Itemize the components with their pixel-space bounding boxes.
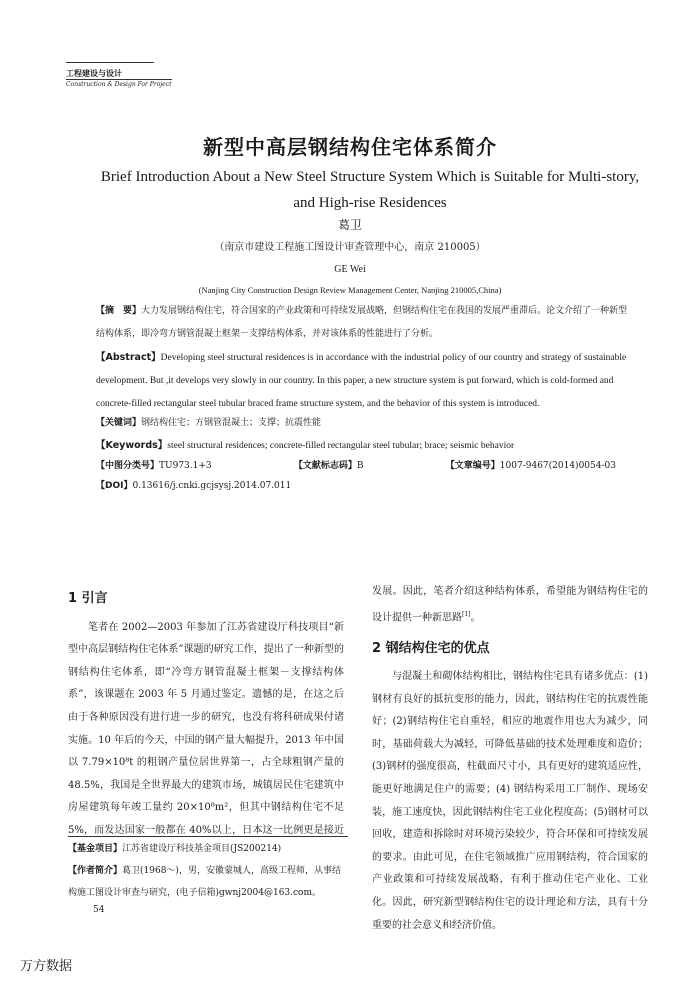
clc-label: 【中图分类号】 xyxy=(96,461,160,471)
keywords-en xyxy=(96,434,636,458)
fund-label: 【基金项目】 xyxy=(68,844,123,854)
abstract-cn-label: 【摘 要】 xyxy=(96,306,142,316)
affiliation-en: (Nanjing City Construction Design Review Management Center, Nanjing 210005,China) xyxy=(198,285,502,295)
title-en: Brief Introduction About a New Steel Structure System Which is Suitable for Multi-story, and High-rise Residences xyxy=(100,169,640,211)
author-bio-label: 【作者简介】 xyxy=(68,866,123,876)
keywords-cn-text: 钢结构住宅；方钢管混凝土；支撑；抗震性能 xyxy=(141,418,322,428)
section1-paragraph: 笔者在 2002—2003 年参加了江苏省建设厅科技项目“新型中高层钢结构住宅体系”课题的研究工作，提出了一种新型的钢结构住宅体系，即“冷弯方钢管混凝土框架－支撑结构体系”，该课题在 2003 年 5 月通过鉴定。遗憾的是，在这之后由于各种原因没有进行进一步的研究，也没有将科研成果付诸实施。10 年后的今天，中国的钢产量大幅提升，2013 年中国以 7.79×10⁸t 的粗钢产量位居世界第一，占全球粗钢产量的 48.5%，我国是全世界最大的建筑市场，城镇居民住宅建筑中房屋建筑每年竣工量约 20×10⁸m²，但其中钢结构住宅不足 5%，而发达国家一般都在 40%以上，日本这一比例更是接近 xyxy=(68,621,344,836)
doc-code-value: B xyxy=(356,461,364,471)
abstract-en xyxy=(96,346,636,416)
footnote xyxy=(68,836,348,904)
citation-1: [1] xyxy=(462,610,471,618)
doc-code-label: 【文献标志码】 xyxy=(293,461,357,471)
right-column xyxy=(372,581,648,937)
section2-heading: 2 钢结构住宅的优点 xyxy=(372,640,490,656)
title-cn: 新型中高层钢结构住宅体系简介 xyxy=(203,135,497,159)
keywords-cn xyxy=(96,412,636,435)
author-en: GE Wei xyxy=(334,264,366,275)
abstract-en-text: Developing steel structural residences is in accordance with the industrial policy of our country and strategy of sustainable development. But ,it develops very slowly in our country. In this paper, a new structure system is put forward, which is cold-formed and concrete-filled rectangular steel tubular braced frame structure system, and the behavior of this system is introduced. xyxy=(96,353,627,409)
keywords-en-text: steel structural residences; concrete-filled rectangular steel tubular; brace; seismic behavior xyxy=(167,441,515,451)
section1-heading: 1 引言 xyxy=(68,591,108,606)
journal-top-rule xyxy=(66,62,154,63)
doi-value: 0.13616/j.cnki.gcjsysj.2014.07.011 xyxy=(132,481,292,491)
abstract-en-label: 【Abstract】 xyxy=(96,352,161,363)
classification xyxy=(96,456,636,496)
doi-label: 【DOI】 xyxy=(96,481,133,491)
journal-name-en: Construction & Design For Project xyxy=(66,81,172,88)
abstract-cn-text: 大力发展钢结构住宅，符合国家的产业政策和可持续发展战略，但钢结构住宅在我国的发展严重滞后。论文介绍了一种新型结构体系，即冷弯方钢管混凝土框架－支撑结构体系，并对该体系的性能进行了分析。 xyxy=(96,306,628,339)
article-number-value: 1007-9467(2014)0054-03 xyxy=(499,461,616,471)
abstract-cn xyxy=(96,300,636,346)
section2-paragraph: 与混凝土和砌体结构相比，钢结构住宅具有诸多优点：(1)钢材有良好的抵抗变形的能力，因此，钢结构住宅的抗震性能好；(2)钢结构住宅自重轻，相应的地震作用也大为减少，同时，基础荷载大为减轻，可降低基础的技术处理难度和造价；(3)钢材的强度很高，柱截面尺寸小，具有更好的建筑适应性，能更好地满足住户的需要；(4) 钢结构采用工厂制作、现场安装，施工速度快，因此钢结构住宅工业化程度高；(5)钢材可以回收，建造和拆除时对环境污染较少，符合环保和可持续发展的要求。由此可见，在住宅领域推广应用钢结构，符合国家的产业政策和可持续发展战略，有利于推动住宅产业化、工业化。因此，研究新型钢结构住宅的设计理论和方法，具有十分重要的社会意义和经济价值。 xyxy=(372,671,648,931)
article-number-label: 【文章编号】 xyxy=(445,461,500,471)
watermark: 万方数据 xyxy=(20,959,73,974)
journal-name-cn: 工程建设与设计 xyxy=(66,69,122,78)
clc-value: TU973.1+3 xyxy=(159,461,212,471)
author-bio-text: 葛卫(1968～)，男，安徽蒙城人，高级工程师，从事结构施工图设计审查与研究，(电子信箱)gwnj2004@163.com。 xyxy=(68,866,341,898)
fund-text: 江苏省建设厅科技基金项目(JS200214) xyxy=(122,844,282,854)
author-cn: 葛卫 xyxy=(337,218,362,232)
page-number: 54 xyxy=(93,905,105,915)
left-column xyxy=(68,588,344,839)
keywords-cn-label: 【关键词】 xyxy=(96,418,142,428)
affiliation-cn: （南京市建设工程施工图设计审查管理中心，南京 210005） xyxy=(214,242,486,253)
keywords-en-label: 【Keywords】 xyxy=(96,440,168,451)
section1-continuation: 发展。因此，笔者介绍这种结构体系，希望能为钢结构住宅的设计提供一种新思路[1]。 xyxy=(372,586,648,623)
